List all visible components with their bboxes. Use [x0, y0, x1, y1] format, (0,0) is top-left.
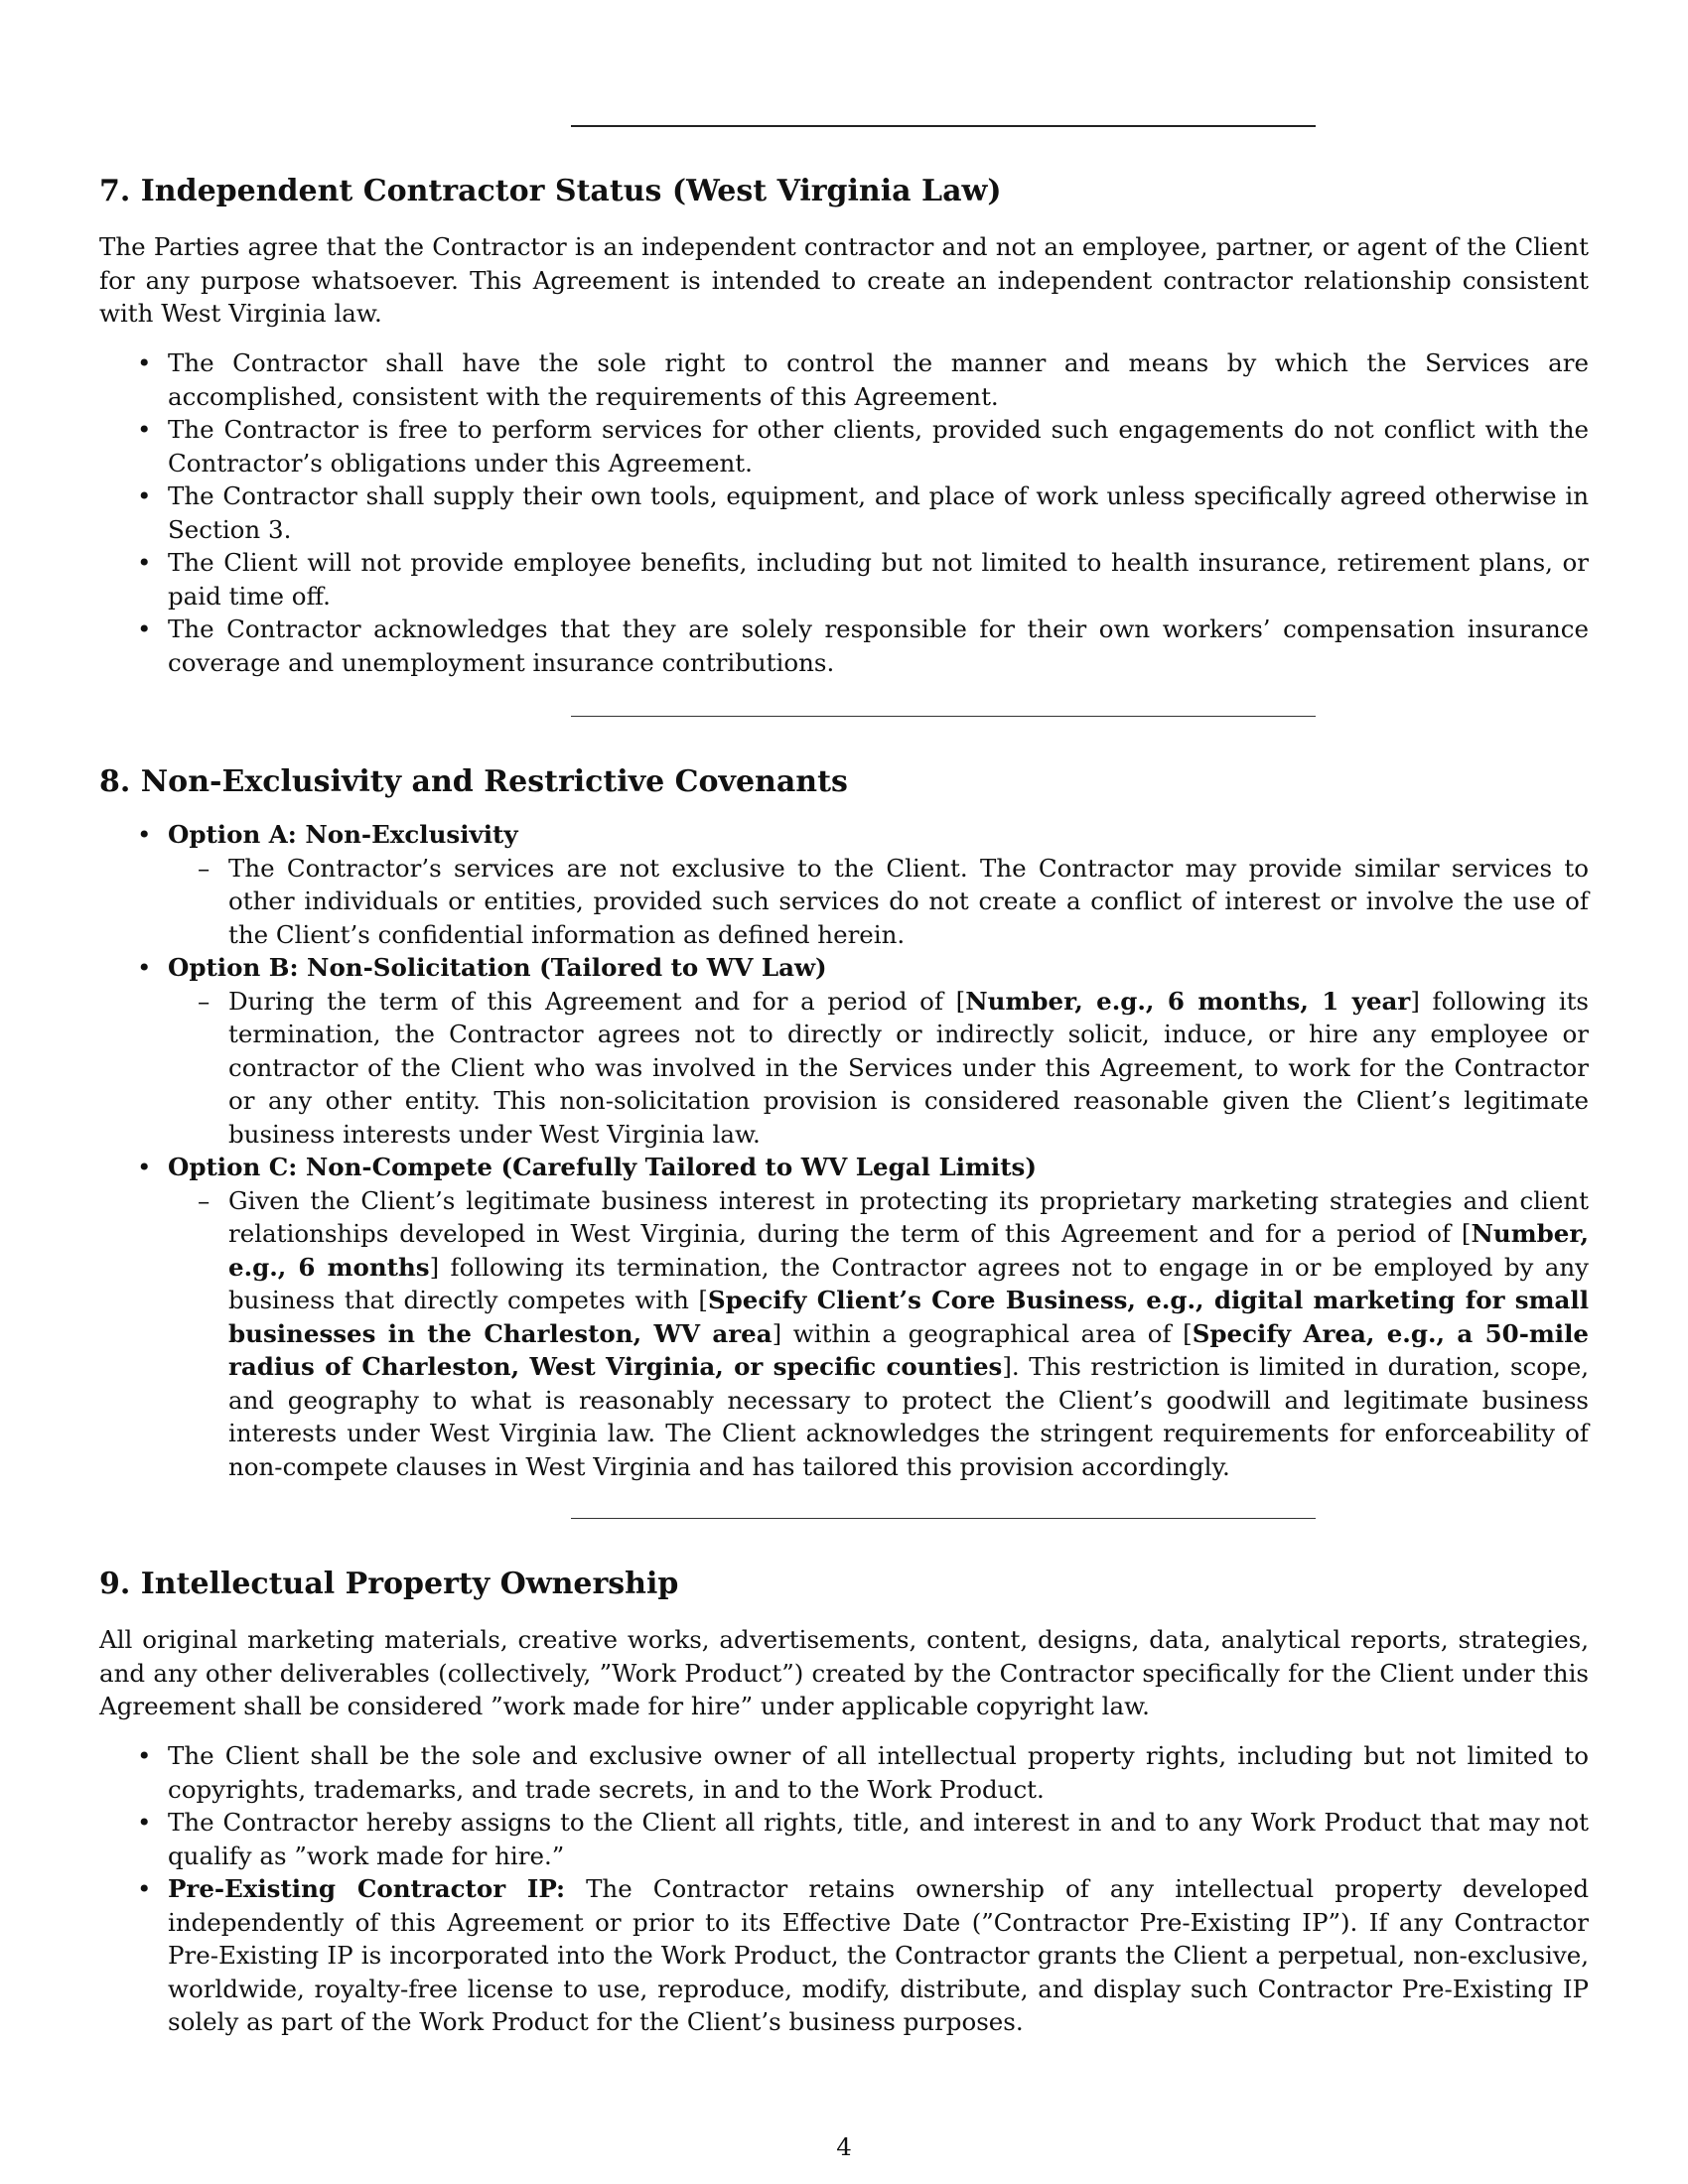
page-number: 4	[836, 2132, 852, 2161]
section-divider	[571, 1518, 1316, 1519]
section-8-heading: 8. Non-Exclusivity and Restrictive Covenants	[99, 764, 848, 799]
section-7-heading: 7. Independent Contractor Status (West Virginia Law)	[99, 174, 1002, 208]
section-9-heading: 9. Intellectual Property Ownership	[99, 1567, 679, 1601]
list-item: • The Contractor shall supply their own tools, equipment, and place of work unless specifically agreed otherwise in Section 3.	[99, 479, 1589, 546]
option-a-text: – The Contractor’s services are not exclusive to the Client. The Contractor may provide similar services to other individuals or entities, provided such services do not create a conflict of interest or involve the use of the Client’s confidential information as defined herein.	[168, 852, 1589, 952]
option-c-item	[99, 1151, 1589, 1483]
section-8-list	[99, 818, 1589, 1483]
section-9-intro: All original marketing materials, creative works, advertisements, content, designs, data, analytical reports, strategies, and any other deliverables (collectively, ”Work Product”) created by the Contractor specifically for the Client under this Agreement shall be considered ”work made for hire” under applicable copyright law.	[99, 1625, 1589, 1720]
section-divider	[571, 716, 1316, 717]
list-item: • The Client shall be the sole and exclusive owner of all intellectual property rights, including but not limited to copyrights, trademarks, and trade secrets, in and to the Work Product.	[99, 1739, 1589, 1806]
list-item: • The Contractor acknowledges that they are solely responsible for their own workers’ compensation insurance coverage and unemployment insurance contributions.	[99, 613, 1589, 679]
option-c-text: – Given the Client’s legitimate business interest in protecting its proprietary marketing strategies and client relationships developed in West Virginia, during the term of this Agreement and for a period of [Number, e.g., 6 months] following its termination, the Contractor agrees not to engage in or be employed by any business that directly competes with [Specify Client’s Core Business, e.g., digital marketing for small businesses in the Charleston, WV area] within a geographical area of [Specify Area, e.g., a 50-mile radius of Charleston, West Virginia, or specific counties]. This restriction is limited in duration, scope, and geography to what is reasonably necessary to protect the Client’s goodwill and legitimate business interests under West Virginia law. The Client acknowledges the stringent requirements for enforceability of non-compete clauses in West Virginia and has tailored this provision accordingly.	[168, 1184, 1589, 1484]
option-b-title: Option B: Non-Solicitation (Tailored to WV Law)	[168, 953, 827, 982]
list-item: • The Client will not provide employee benefits, including but not limited to health insurance, retirement plans, or paid time off.	[99, 546, 1589, 613]
list-item: • The Contractor is free to perform services for other clients, provided such engagements do not conflict with the Contractor’s obligations under this Agreement.	[99, 413, 1589, 479]
option-b-sublist	[168, 985, 1589, 1152]
option-b-text: – During the term of this Agreement and for a period of [Number, e.g., 6 months, 1 year] following its termination, the Contractor agrees not to directly or indirectly solicit, induce, or hire any employee or contractor of the Client who was involved in the Services under this Agreement, to work for the Contractor or any other entity. This non-solicitation provision is considered reasonable given the Client’s legitimate business interests under West Virginia law.	[168, 985, 1589, 1152]
pre-existing-ip-label: Pre-Existing Contractor IP:	[168, 1874, 565, 1903]
option-a-title: Option A: Non-Exclusivity	[168, 820, 518, 849]
section-7-intro: The Parties agree that the Contractor is an independent contractor and not an employee, partner, or agent of the Client for any purpose whatsoever. This Agreement is intended to create an independent contractor relationship consistent with West Virginia law.	[99, 232, 1589, 328]
option-b-item	[99, 951, 1589, 1151]
section-7-list	[99, 346, 1589, 679]
top-divider	[571, 125, 1316, 127]
option-a-sublist	[168, 852, 1589, 952]
section-9-list	[99, 1739, 1589, 2039]
option-c-sublist	[168, 1184, 1589, 1484]
option-c-title: Option C: Non-Compete (Carefully Tailored to WV Legal Limits)	[168, 1153, 1037, 1181]
list-item: • The Contractor shall have the sole right to control the manner and means by which the Services are accomplished, consistent with the requirements of this Agreement.	[99, 346, 1589, 413]
option-a-item	[99, 818, 1589, 951]
document-page	[99, 0, 1589, 2184]
list-item: • Pre-Existing Contractor IP: The Contractor retains ownership of any intellectual property developed independently of this Agreement or prior to its Effective Date (”Contractor Pre-Existing IP”). If any Contractor Pre-Existing IP is incorporated into the Work Product, the Contractor grants the Client a perpetual, non-exclusive, worldwide, royalty-free license to use, reproduce, modify, distribute, and display such Contractor Pre-Existing IP solely as part of the Work Product for the Client’s business purposes.	[99, 1872, 1589, 2039]
list-item: • The Contractor hereby assigns to the Client all rights, title, and interest in and to any Work Product that may not qualify as ”work made for hire.”	[99, 1806, 1589, 1872]
